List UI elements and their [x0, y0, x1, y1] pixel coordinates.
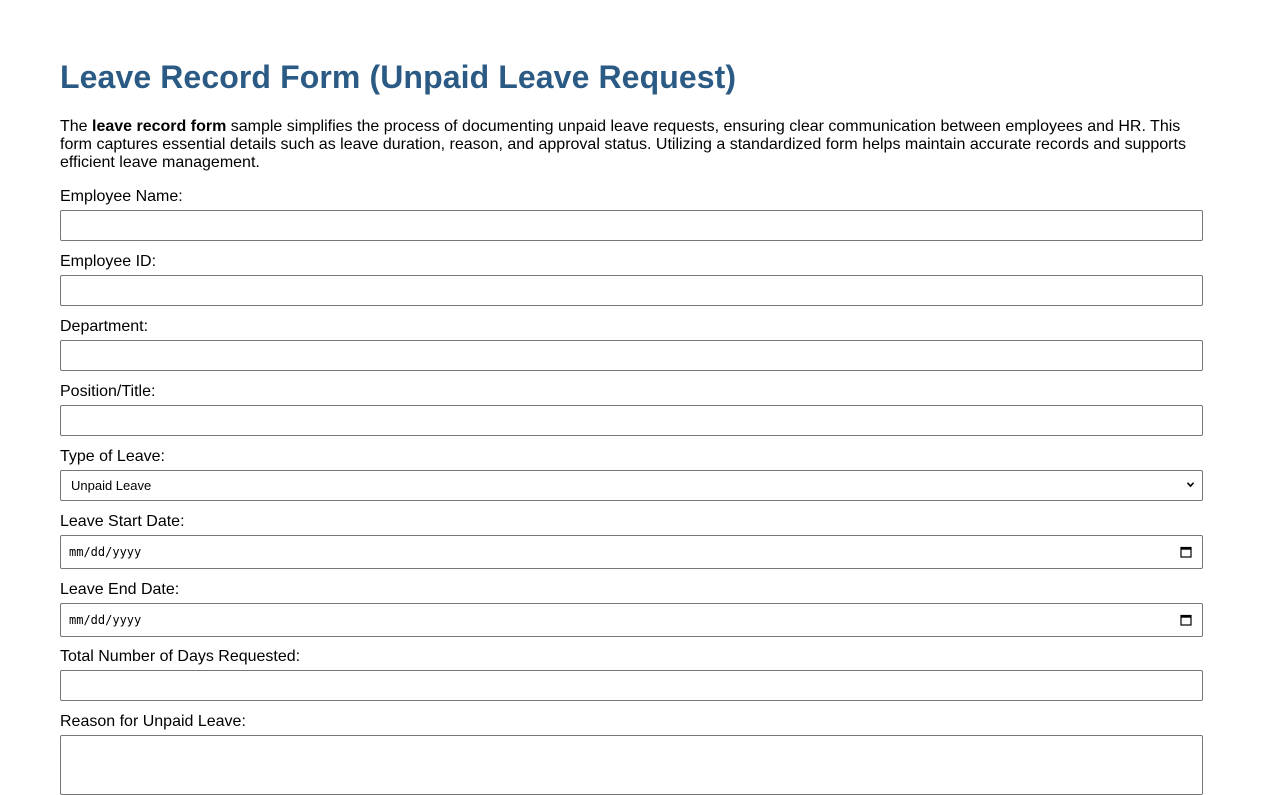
- page-title: Leave Record Form (Unpaid Leave Request): [60, 59, 737, 95]
- start-date-label: Leave Start Date:: [60, 513, 185, 530]
- position-input[interactable]: [60, 405, 1203, 436]
- department-input[interactable]: [60, 340, 1203, 371]
- start-date-field: [60, 513, 1203, 559]
- employee-name-input[interactable]: [60, 210, 1203, 241]
- reason-textarea[interactable]: [60, 735, 1203, 795]
- calendar-icon[interactable]: [1180, 546, 1192, 558]
- end-date-field: [60, 581, 1203, 627]
- leave-type-field: [60, 448, 1203, 493]
- chevron-down-icon: [1187, 481, 1194, 488]
- total-days-input[interactable]: [60, 670, 1203, 701]
- total-days-field: [60, 648, 1203, 666]
- employee-name-label: Employee Name:: [60, 188, 183, 205]
- department-field: [60, 318, 1203, 336]
- end-date-placeholder: mm/dd/yyyy: [69, 613, 142, 627]
- reason-label: Reason for Unpaid Leave:: [60, 713, 246, 730]
- intro-prefix: The: [60, 118, 93, 135]
- employee-id-field: [60, 253, 1203, 271]
- employee-id-label: Employee ID:: [60, 253, 157, 270]
- department-label: Department:: [60, 318, 149, 335]
- position-field: [60, 383, 1203, 401]
- reason-field: [60, 713, 1203, 731]
- intro-paragraph: [60, 118, 1203, 172]
- start-date-input[interactable]: [60, 535, 1203, 569]
- calendar-icon[interactable]: [1180, 614, 1192, 626]
- employee-name-field: [60, 188, 1203, 206]
- employee-id-input[interactable]: [60, 275, 1203, 306]
- position-label: Position/Title:: [60, 383, 156, 400]
- leave-type-label: Type of Leave:: [60, 448, 165, 465]
- end-date-label: Leave End Date:: [60, 581, 180, 598]
- leave-type-selected: Unpaid Leave: [71, 478, 152, 493]
- intro-bold-term: leave record form: [92, 118, 227, 135]
- total-days-label: Total Number of Days Requested:: [60, 648, 301, 665]
- end-date-input[interactable]: [60, 603, 1203, 637]
- start-date-placeholder: mm/dd/yyyy: [69, 545, 142, 559]
- intro-suffix: sample simplifies the process of documenting unpaid leave requests, ensuring clear communication between employees and HR. This form captures essential details such as leave duration, reason, and approval status. Utilizing a standardized form helps maintain accurate records and supports efficient leave management.: [60, 118, 1186, 171]
- leave-type-select[interactable]: [60, 470, 1203, 501]
